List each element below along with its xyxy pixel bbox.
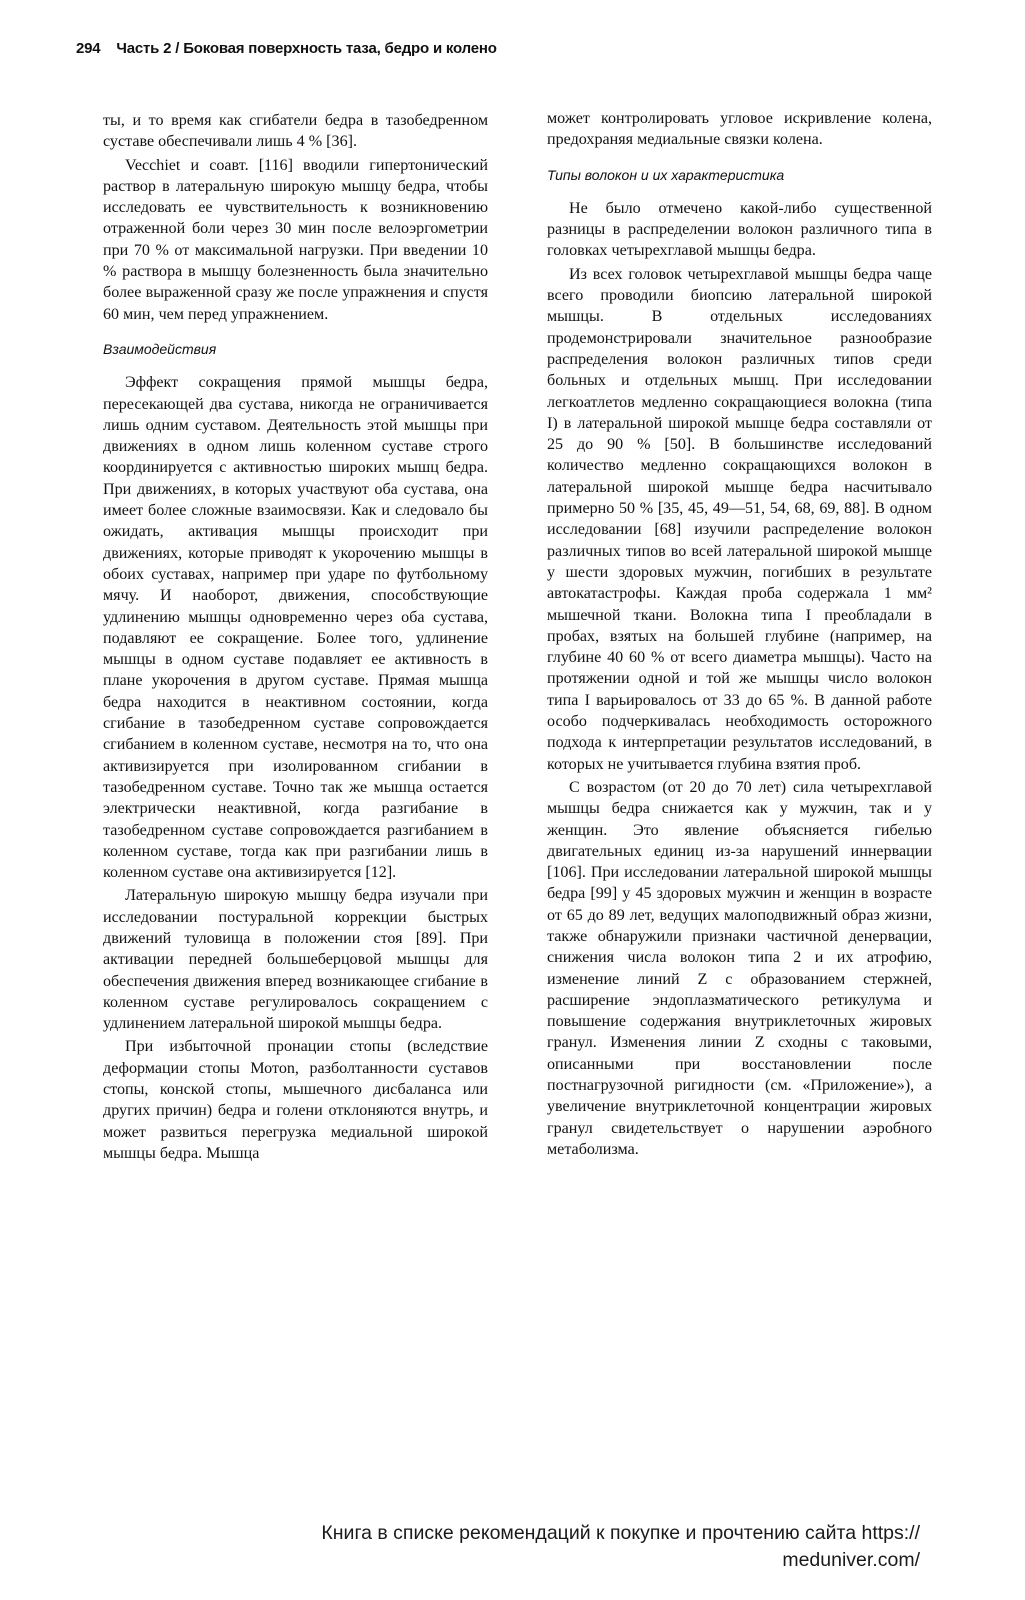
right-paragraph-1: может контролировать угловое искривление колена, предохраняя медиальные связки колена. (547, 110, 932, 149)
site-footer-note (160, 1520, 920, 1574)
chapter-title: Часть 2 / Боковая поверхность таза, бедро и колено (116, 40, 497, 57)
footer-line-1: Книга в списке рекомендаций к покупке и прочтению сайта https:// (321, 1522, 920, 1544)
footer-line-2[interactable]: meduniver.com/ (782, 1549, 920, 1571)
section-heading-fiber-types: Типы волокон и их характеристика (547, 166, 785, 183)
right-column (547, 108, 932, 1160)
left-paragraph-1: ты, и то время как сгибатели бедра в тазобедренном суставе обеспечивали лишь 4 % [36]. (103, 112, 488, 151)
right-paragraph-4: С возрастом (от 20 до 70 лет) сила четырехглавой мышцы бедра снижается как у мужчин, так и у женщин. Это явление объясняется гибелью двигательных единиц из-за нарушений иннервации [106]. При исследовании латеральной широкой мышцы бедра [99] у 45 здоровых мужчин и женщин в возрасте от 65 до 89 лет, ведущих малоподвижный образ жизни, также обнаружили признаки частичной денервации, снижения числа волокон типа 2 и их атрофию, изменение линий Z с образованием стержней, расширение эндоплазматического ретикулума и повышение содержания внутриклеточных жировых гранул. Изменения линии Z сходны с таковыми, описанными при восстановлении после постнагрузочной ригидности (см. «Приложение»), а увеличение внутриклеточной концентрации жировых гранул свидетельствует о нарушении аэробного метаболизма. (547, 778, 932, 1158)
right-paragraph-2: Не было отмечено какой-либо существенной разницы в распределении волокон различного типа в головках четырехглавой мышцы бедра. (547, 199, 932, 260)
right-paragraph-3: Из всех головок четырехглавой мышцы бедра чаще всего проводили биопсию латеральной широкой мышцы. В отдельных исследованиях продемонстрировали значительное разнообразие распределения волокон различных типов среди больных и отдельных мышц. При исследовании легкоатлетов медленно сокращающиеся волокна (типа I) в латеральной широкой мышце бедра составляли от 25 до 90 % [50]. В большинстве исследований количество медленно сокращающихся волокон в латеральной широкой мышце бедра насчитывало примерно 50 % [35, 45, 49—51, 54, 68, 69, 88]. В одном исследовании [68] изучили распределение волокон различных типов во всей латеральной широкой мышце у шести здоровых мужчин, погибших в результате автокатастрофы. Каждая проба содержала 1 мм² мышечной ткани. Волокна типа I преобладали в пробах, взятых на большей глубине (например, на глубине 40 60 % от всего диаметра мышцы). Часто на протяжении одной и той же мышцы число волокон типа I варьировалось от 33 до 65 %. В данной работе особо подчеркивалась необходимость осторожного подхода к интерпретации результатов исследований, в которых не учитывается глубина взятия проб. (547, 265, 932, 773)
left-paragraph-2: Vecchiet и соавт. [116] вводили гипертонический раствор в латеральную широкую мышцу бедра, чтобы исследовать ее чувствительность к возникновению отраженной боли через 30 мин после велоэргометрии при 70 % от максимальной нагрузки. При введении 10 % раствора в мышцу болезненность была значительно более выраженной сразу же после упражнения и спустя 60 мин, чем перед упражнением. (103, 156, 488, 323)
left-paragraph-3: Эффект сокращения прямой мышцы бедра, пересекающей два сустава, никогда не ограничивается лишь одним суставом. Деятельность этой мышцы при движениях в одном лишь коленном суставе строго координируется с активностью широких мышц бедра. При движениях, в которых участвуют оба сустава, она имеет более сложные взаимосвязи. Как и следовало бы ожидать, активация мышцы происходит при движениях, которые приводят к укорочению мышцы в обоих суставах, например при ударе по футбольному мячу. И наоборот, движения, способствующие удлинению мышцы одновременно через оба сустава, подавляют ее сокращение. Более того, удлинение мышцы в одном суставе подавляет ее активность в плане укорочения в другом суставе. Прямая мышца бедра находится в неактивном состоянии, когда сгибание в тазобедренном суставе сопровождается сгибанием в коленном суставе, несмотря на то, что она активизируется при изолированном сгибании в тазобедренном суставе. Точно так же мышца остается электрически неактивной, когда разгибание в тазобедренном суставе сопровождается разгибанием в коленном суставе, тогда как при разгибании лишь в коленном суставе она активизируется [12]. (103, 374, 488, 882)
running-header (76, 40, 497, 57)
left-paragraph-5: При избыточной пронации стопы (вследствие деформации стопы Мотоn, разболтанности суставов стопы, конской стопы, мышечного дисбаланса или других причин) бедра и голени отклоняются внутрь, и может развиться перегрузка медиальной широкой мышцы бедра. Мышца (103, 1038, 488, 1162)
left-column (103, 110, 488, 1164)
section-heading-interactions: Взаимодействия (103, 340, 217, 357)
page-number: 294 (76, 40, 101, 57)
left-paragraph-4: Латеральную широкую мышцу бедра изучали при исследовании постуральной коррекции быстрых движений туловища в положении стоя [89]. При активации передней большеберцовой мышцы для обеспечения движения вперед возникающее сгибание в коленном суставе регулировалось сокращением с удлинением латеральной широкой мышцы бедра. (103, 887, 488, 1033)
